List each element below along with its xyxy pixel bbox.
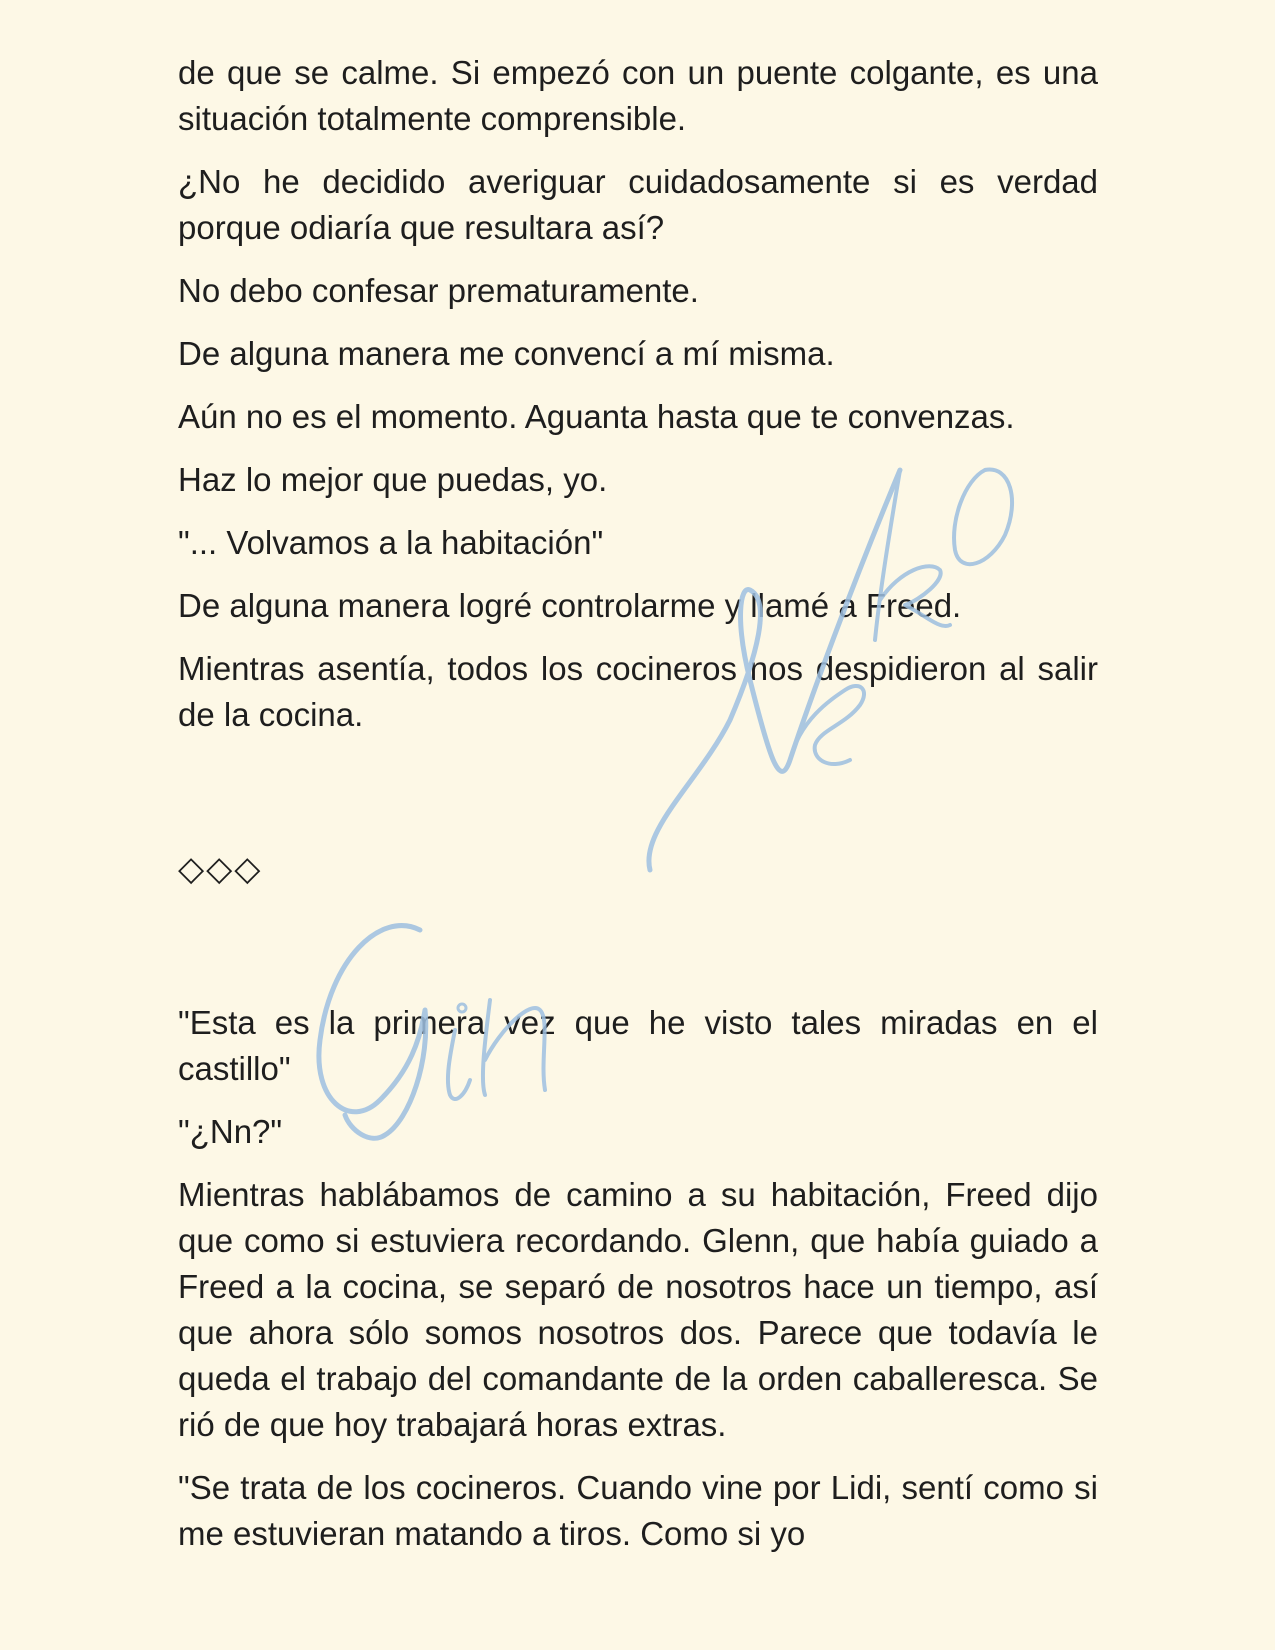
- paragraph: De alguna manera logré controlarme y llamé a Freed.: [178, 587, 962, 624]
- paragraph: "... Volvamos a la habitación": [178, 524, 604, 561]
- paragraph: ¿No he decidido averiguar cuidadosamente si es verdad porque odiaría que resultara así?: [178, 163, 1098, 246]
- paragraph: de que se calme. Si empezó con un puente colgante, es una situación totalmente comprensible.: [178, 54, 1098, 137]
- document-body: [178, 50, 1098, 1574]
- paragraph: No debo confesar prematuramente.: [178, 272, 699, 309]
- paragraph: Aún no es el momento. Aguanta hasta que te convenzas.: [178, 398, 1015, 435]
- paragraph: "Esta es la primera vez que he visto tales miradas en el castillo": [178, 1004, 1098, 1087]
- paragraph: Haz lo mejor que puedas, yo.: [178, 461, 608, 498]
- paragraph: "¿Nn?": [178, 1113, 283, 1150]
- paragraph: De alguna manera me convencí a mí misma.: [178, 335, 835, 372]
- paragraph: Mientras asentía, todos los cocineros nos despidieron al salir de la cocina.: [178, 650, 1098, 733]
- scene-separator: ◇◇◇: [178, 849, 263, 889]
- paragraph: "Se trata de los cocineros. Cuando vine por Lidi, sentí como si me estuvieran matando a tiros. Como si yo: [178, 1469, 1098, 1552]
- paragraph: Mientras hablábamos de camino a su habitación, Freed dijo que como si estuviera recordando. Glenn, que había guiado a Freed a la cocina, se separó de nosotros hace un tiempo, así que ahora sólo somos nosotros dos. Parece que todavía le queda el trabajo del comandante de la orden caballeresca. Se rió de que hoy trabajará horas extras.: [178, 1176, 1098, 1443]
